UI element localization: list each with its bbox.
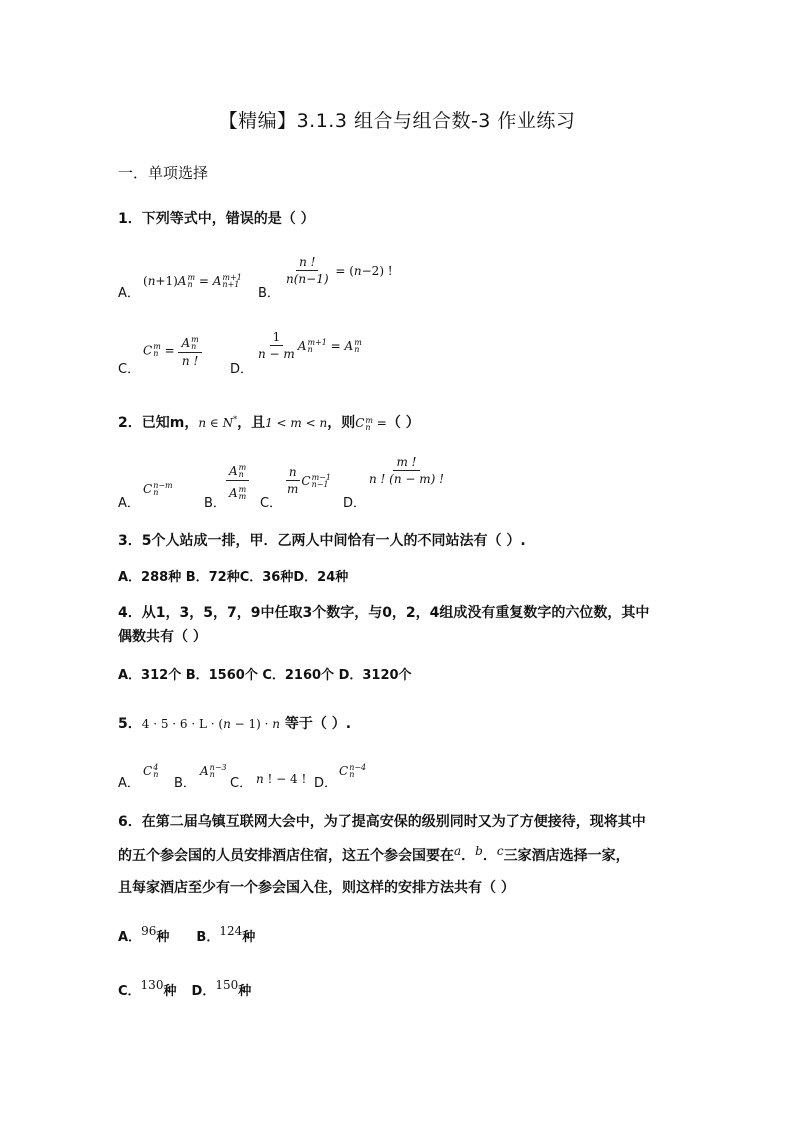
q2-stem-part-a: 2．已知m，: [118, 415, 199, 431]
q2-option-c-formula: $\frac{n}{m}$ C m−1 n−1: [287, 465, 331, 496]
q6-option-b-label: B．: [196, 930, 220, 945]
q6-line2-part-a: 的五个参会国的人员安排酒店住宿，这五个参会国要在: [118, 848, 454, 864]
q6-options-row1: [118, 926, 255, 945]
page-title: 【精编】3.1.3 组合与组合数-3 作业练习: [218, 110, 576, 132]
q5-stem-part-a: 5．: [118, 716, 142, 732]
q1-option-a-formula: (n+1)A m n = A m+1 n+1: [143, 272, 242, 289]
q6-options-row2: [118, 980, 251, 999]
q6-option-a-unit: 种: [156, 930, 170, 945]
question-6-stem-line1: 6．在第二届乌镇互联网大会中，为了提高安保的级别同时又为了方便接待，现将其中: [118, 814, 646, 830]
q6-math-a: a: [454, 844, 462, 858]
q5-option-c-label: C．: [230, 776, 253, 791]
q5-option-a-formula: C 4 n: [143, 762, 159, 779]
q2-math-n-in-n: n ∈ N*: [198, 415, 238, 430]
section-heading: 一．单项选择: [118, 164, 209, 182]
q2-option-a-label: A．: [118, 496, 140, 511]
question-6-stem-line2: [118, 845, 630, 865]
q1-option-b-formula: $\frac{n !}{n(n-1)}$ = (n−2) !: [286, 255, 393, 286]
q6-option-d-unit: 种: [238, 984, 252, 999]
q2-math-range: 1 < m < n: [265, 416, 328, 430]
q1-option-a-label: A．: [118, 286, 140, 301]
q6-option-c-label: C．: [118, 984, 141, 999]
q6-option-a-value: 96: [141, 924, 157, 938]
q5-option-b-formula: A n−3 n: [200, 762, 227, 779]
q5-option-d-label: D．: [314, 776, 338, 791]
q6-option-b-unit: 种: [242, 930, 256, 945]
q5-option-a-label: A．: [118, 776, 140, 791]
q6-option-b-value: 124: [219, 924, 243, 938]
question-6-stem-line3: 且每家酒店至少有一个参会国入住，则这样的安排方法共有（ ）: [118, 880, 515, 896]
question-4-stem-line2: 偶数共有（ ）: [118, 629, 207, 645]
q2-stem-part-d: （ ）: [386, 415, 420, 431]
q1-option-c-label: C．: [118, 362, 141, 377]
q5-stem-part-b: 等于（ ）.: [284, 716, 352, 732]
q1-option-d-formula: $\frac{1}{n - m}$ A m+1 n = A m n: [258, 330, 362, 361]
q2-option-d-formula: $\frac{m !}{n ! (n - m) !}$: [369, 455, 444, 486]
question-1-stem: 1．下列等式中，错误的是（ ）: [118, 211, 315, 227]
q6-option-c-value: 130: [140, 978, 164, 992]
q6-math-b: b: [475, 844, 483, 858]
q2-stem-part-c: ，则: [327, 415, 356, 431]
question-3-stem: 3．5个人站成一排，甲．乙两人中间恰有一人的不同站法有（ ）.: [118, 533, 526, 549]
q5-math-product: 4 · 5 · 6 · L · (n − 1) · n: [141, 717, 280, 731]
q2-stem-part-b: ，且: [237, 415, 266, 431]
q1-option-d-label: D．: [230, 362, 254, 377]
q6-option-d-value: 150: [215, 978, 239, 992]
q2-option-c-label: C．: [260, 496, 283, 511]
q6-option-d-label: D．: [191, 984, 216, 999]
q2-option-b-label: B．: [204, 496, 226, 511]
q6-option-a-label: A．: [118, 930, 142, 945]
q6-line2-part-c: ．: [482, 848, 497, 864]
question-4-stem-line1: 4．从1，3，5，7，9中任取3个数字，与0，2，4组成没有重复数字的六位数，其中: [118, 605, 650, 621]
q2-option-d-label: D．: [343, 496, 367, 511]
q1-option-b-label: B．: [258, 286, 280, 301]
question-5-stem: [118, 713, 351, 733]
q2-option-a-formula: C n−m n: [143, 480, 173, 497]
q5-option-c-formula: n ! − 4 !: [256, 772, 307, 786]
q2-option-b-formula: A m n A m m: [226, 460, 249, 501]
q5-option-d-formula: C n−4 n: [339, 762, 367, 779]
q6-math-c: c: [496, 844, 504, 858]
q6-line2-part-d: 三家酒店选择一家，: [503, 848, 630, 864]
question-4-options: A．312个 B．1560个 C．2160个 D．3120个: [118, 668, 412, 683]
q1-option-c-formula: C m n = A m n n !: [143, 332, 202, 368]
q2-math-c: C m n =: [355, 415, 387, 432]
question-3-options: A．288种 B．72种C．36种D．24种: [118, 570, 349, 585]
q6-option-c-unit: 种: [163, 984, 177, 999]
q6-line2-part-b: ．: [461, 848, 476, 864]
question-2-stem: [118, 412, 420, 432]
q5-option-b-label: B．: [174, 776, 196, 791]
